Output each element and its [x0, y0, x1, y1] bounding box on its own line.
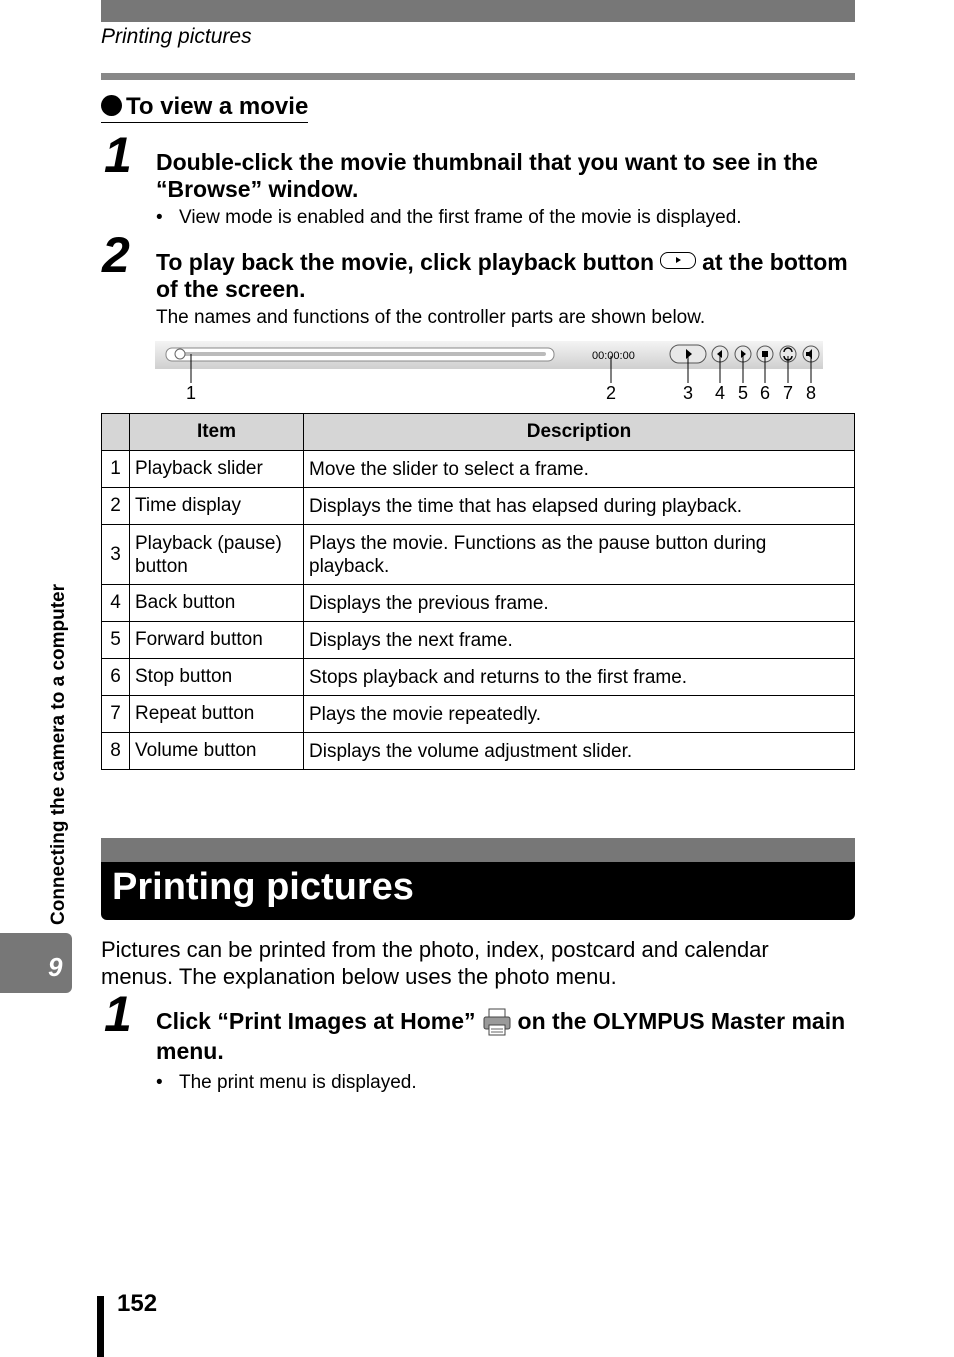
- controller-parts-table: [101, 413, 855, 770]
- subheading-view-movie: [101, 93, 308, 123]
- callout-label: 8: [805, 383, 817, 403]
- bullet-dot: [101, 95, 122, 116]
- row-description: Displays the previous frame.: [304, 585, 855, 622]
- step-number: 1: [104, 986, 132, 1042]
- row-description: Move the slider to select a frame.: [304, 451, 855, 488]
- table-row: [102, 488, 855, 525]
- callout-label: 2: [605, 383, 617, 403]
- step-body: The names and functions of the controller parts are shown below.: [156, 307, 706, 328]
- subheading-text: To view a movie: [126, 93, 309, 120]
- row-description: Displays the volume adjustment slider.: [304, 733, 855, 770]
- table-row: [102, 696, 855, 733]
- step-title: To play back the movie, click playback button at the bottom of the screen.: [156, 249, 848, 302]
- page-number-bar: [97, 1296, 104, 1357]
- row-number: 4: [102, 585, 130, 622]
- page-number: 152: [117, 1290, 158, 1317]
- row-description: Displays the time that has elapsed during playback.: [304, 488, 855, 525]
- row-description: Plays the movie. Functions as the pause button during playback.: [304, 525, 855, 585]
- row-item: Repeat button: [130, 696, 304, 733]
- step-number: 2: [102, 227, 130, 283]
- step-number: 1: [104, 127, 132, 183]
- section-intro: Pictures can be printed from the photo, index, postcard and calendar menus. The explanation below uses the photo menu.: [101, 937, 769, 989]
- table-row: [102, 451, 855, 488]
- row-number: 7: [102, 696, 130, 733]
- row-item: Playback (pause) button: [130, 525, 304, 585]
- step-note: • View mode is enabled and the first frame of the movie is displayed.: [156, 207, 742, 228]
- table-header-num: [102, 414, 130, 451]
- table-row: [102, 733, 855, 770]
- table-header-item: Item: [130, 414, 304, 451]
- step-note: • The print menu is displayed.: [156, 1072, 417, 1093]
- row-item: Playback slider: [130, 451, 304, 488]
- step-title: Double-click the movie thumbnail that you want to see in the “Browse” window.: [156, 149, 818, 202]
- row-number: 1: [102, 451, 130, 488]
- header-rule: [101, 73, 855, 80]
- row-number: 8: [102, 733, 130, 770]
- step-title: Click “Print Images at Home” on the OLYMPUS Master main menu.: [156, 1008, 846, 1064]
- row-description: Plays the movie repeatedly.: [304, 696, 855, 733]
- row-description: Displays the next frame.: [304, 622, 855, 659]
- callout-label: 4: [714, 383, 726, 403]
- row-item: Back button: [130, 585, 304, 622]
- row-item: Forward button: [130, 622, 304, 659]
- section-band: [101, 838, 855, 862]
- table-header-description: Description: [304, 414, 855, 451]
- table-row: [102, 585, 855, 622]
- callout-label: 3: [682, 383, 694, 403]
- section-title: Printing pictures: [112, 866, 414, 908]
- playback-button-icon: [660, 252, 696, 269]
- table-header-row: [102, 414, 855, 451]
- row-number: 5: [102, 622, 130, 659]
- chapter-number: 9: [48, 952, 63, 982]
- row-description: Stops playback and returns to the first frame.: [304, 659, 855, 696]
- time-display: 00:00:00: [592, 350, 635, 362]
- top-gray-bar: [101, 0, 855, 22]
- callout-label: 1: [185, 383, 197, 403]
- running-head: Printing pictures: [101, 25, 252, 48]
- callout-label: 7: [782, 383, 794, 403]
- row-item: Volume button: [130, 733, 304, 770]
- row-number: 3: [102, 525, 130, 585]
- table-row: [102, 659, 855, 696]
- printer-icon: [482, 1007, 512, 1037]
- row-number: 6: [102, 659, 130, 696]
- chapter-side-title: Connecting the camera to a computer: [48, 583, 69, 925]
- slider-knob: [175, 349, 185, 359]
- table-row: [102, 622, 855, 659]
- movie-controller-diagram: [150, 338, 830, 406]
- row-number: 2: [102, 488, 130, 525]
- row-item: Stop button: [130, 659, 304, 696]
- table-row: [102, 525, 855, 585]
- callout-label: 5: [737, 383, 749, 403]
- slider-track: [180, 352, 546, 356]
- row-item: Time display: [130, 488, 304, 525]
- callout-label: 6: [759, 383, 771, 403]
